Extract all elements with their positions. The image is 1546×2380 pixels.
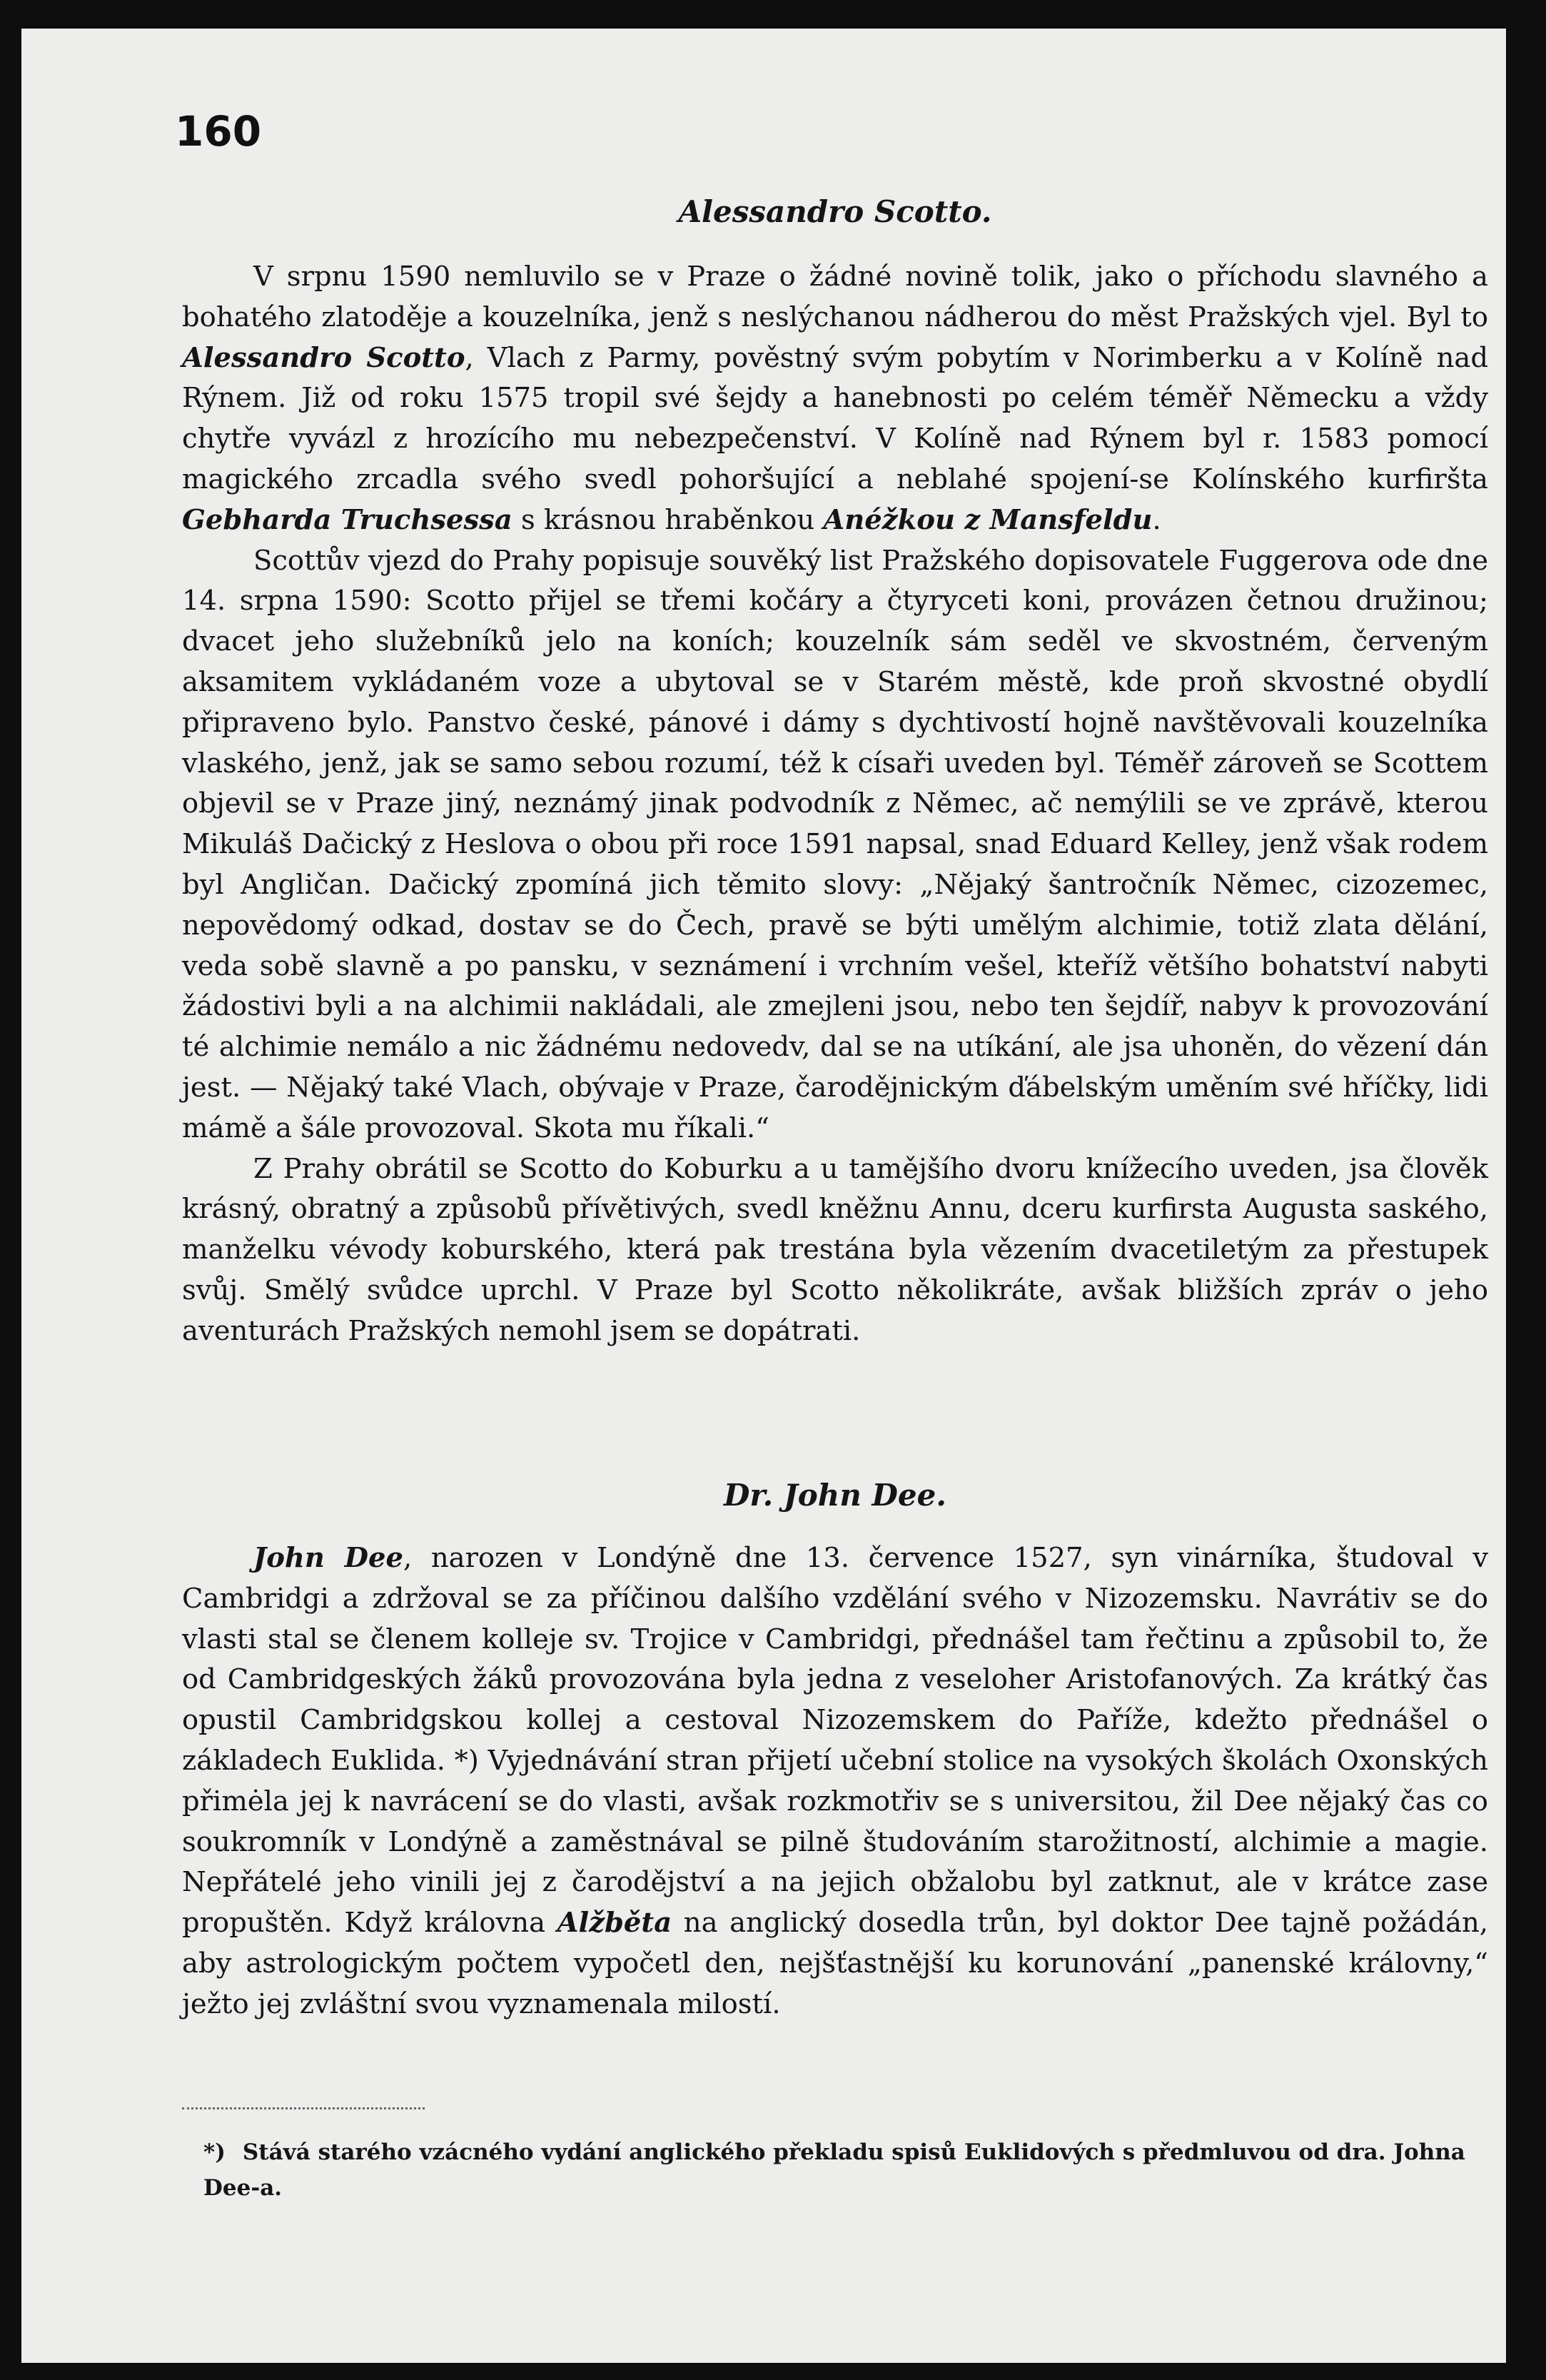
footnote-reference: *) <box>445 1744 479 1777</box>
name-alzbeta: Alžběta <box>557 1907 672 1940</box>
section-title-scotto: Alessandro Scotto. <box>678 194 992 229</box>
book-page <box>21 29 1506 2363</box>
section-title-john-dee: Dr. John Dee. <box>723 1478 946 1513</box>
name-gebhard-truchsess: Gebharda Truchsessa <box>182 503 512 536</box>
section-body-scotto <box>182 257 1488 1352</box>
name-john-dee: John Dee <box>253 1542 404 1574</box>
name-anezka-mansfeld: Anéžkou z Mansfeldu <box>823 503 1153 536</box>
footnote-text: Stává starého vzácného vydání anglického překladu spisů Euklidových s předmluvou od dra. Johna Dee-a. <box>203 2139 1465 2201</box>
footnote-mark: *) <box>203 2139 226 2165</box>
paragraph: John Dee, narozen v Londýně dne 13. července 1527, syn vinárníka, študoval v Cambridgi a zdržoval se za příčinou dalšího vzdělání svého v Nizozemsku. Navrátiv se do vlasti stal se členem kolleje sv. Trojice v Cambridgi, přednášel tam řečtinu a způsobil to, že od Cambridgeských žáků provozována byla jedna z veseloher Aristofanových. Za krátký čas opustil Cambridgskou kollej a cestoval Nizozemskem do Paříže, kdežto přednášel o základech Euklida. *) Vyjednávání stran přijetí učební stolice na vysokých školách Oxonských přimėla jej k navrácení se do vlasti, avšak rozkmotřiv se s universitou, žil Dee nějaký čas co soukromník v Londýně a zaměstnával se pilně študováním starožitností, alchimie a magie. Nepřátelé jeho vinili jej z čarodějství a na jejich obžalobu byl zatknut, ale v krátce zase propuštěn. Když královna Alžběta na anglický dosedla trůn, byl doktor Dee tajně požádán, aby astrologickým počtem vypočetl den, nejšťastnější ku korunování „panenské královny,“ ježto jej zvláštní svou vyznamenala milostí. <box>182 1542 1488 2020</box>
footnote <box>203 2134 1488 2206</box>
paragraph: Z Prahy obrátil se Scotto do Koburku a u tamějšího dvoru knížecího uveden, jsa člověk krásný, obratný a způsobů přívětivých, svedl kněžnu Annu, dceru kurfirsta Augusta saského, manželku vévody koburského, která pak trestána byla vězením dvacetiletým za přestupek svůj. Smělý svůdce uprchl. V Praze byl Scotto několikráte, avšak bližších zpráv o jeho aventurách Pražských nemohl jsem se dopátrati. <box>182 1152 1488 1347</box>
paragraph: Scottův vjezd do Prahy popisuje souvěký list Pražského dopisovatele Fuggerova ode dne 14. srpna 1590: Scotto přijel se třemi kočáry a čtyryceti koni, provázen četnou družinou; dvacet jeho služebníků jelo na koních; kouzelník sám seděl ve skvostném, červeným aksamitem vykládaném voze a ubytoval se v Starém městě, kde proň skvostné obydlí připraveno bylo. Panstvo české, pánové i dámy s dychtivostí hojně navštěvovali kouzelníka vlaského, jenž, jak se samo sebou rozumí, též k císaři uveden byl. Téměř zároveň se Scottem objevil se v Praze jiný, neznámý jinak podvodník z Němec, ač nemýlili se ve zprávě, kterou Mikuláš Dačický z Heslova o obou při roce 1591 napsal, snad Eduard Kelley, jenž však rodem byl Angličan. Dačický zpomíná jich těmito slovy: „Nějaký šantročník Němec, cizozemec, nepovědomý odkad, dostav se do Čech, pravě se býti umělým alchimie, totiž zlata dělání, veda sobě slavně a po pansku, v seznámení i vrchním vešel, kteříž většího bohatství nabyti žádostivi byli a na alchimii nakládali, ale zmejleni jsou, nebo ten šejdíř, nabyv k provozování té alchimie nemálo a nic žádnému nedovedv, dal se na utíkání, ale jsa uhoněn, do vězení dán jest. — Nějaký také Vlach, obývaje v Praze, čarodějnickým ďábelským uměním své hříčky, lidi mámě a šále provozoval. Skota mu říkali.“ <box>182 544 1488 1144</box>
page-number: 160 <box>175 107 262 156</box>
section-body-john-dee <box>182 1538 1488 2025</box>
name-alessandro-scotto: Alessandro Scotto <box>182 341 465 374</box>
footnote-divider <box>182 2107 425 2109</box>
paragraph: V srpnu 1590 nemluvilo se v Praze o žádné novině tolik, jako o příchodu slavného a bohatého zlatoděje a kouzelníka, jenž s neslýchanou nádherou do měst Pražských vjel. Byl to Alessandro Scotto, Vlach z Parmy, pověstný svým pobytím v Norimberku a v Kolíně nad Rýnem. Již od roku 1575 tropil své šejdy a hanebnosti po celém téměř Německu a vždy chytře vyvázl z hrozícího mu nebezpečenství. V Kolíně nad Rýnem byl r. 1583 pomocí magického zrcadla svého svedl pohoršující a neblahé spojení-se Kolínského kurfiršta Gebharda Truchsessa s krásnou hraběnkou Anéžkou z Mansfeldu. <box>182 261 1488 536</box>
